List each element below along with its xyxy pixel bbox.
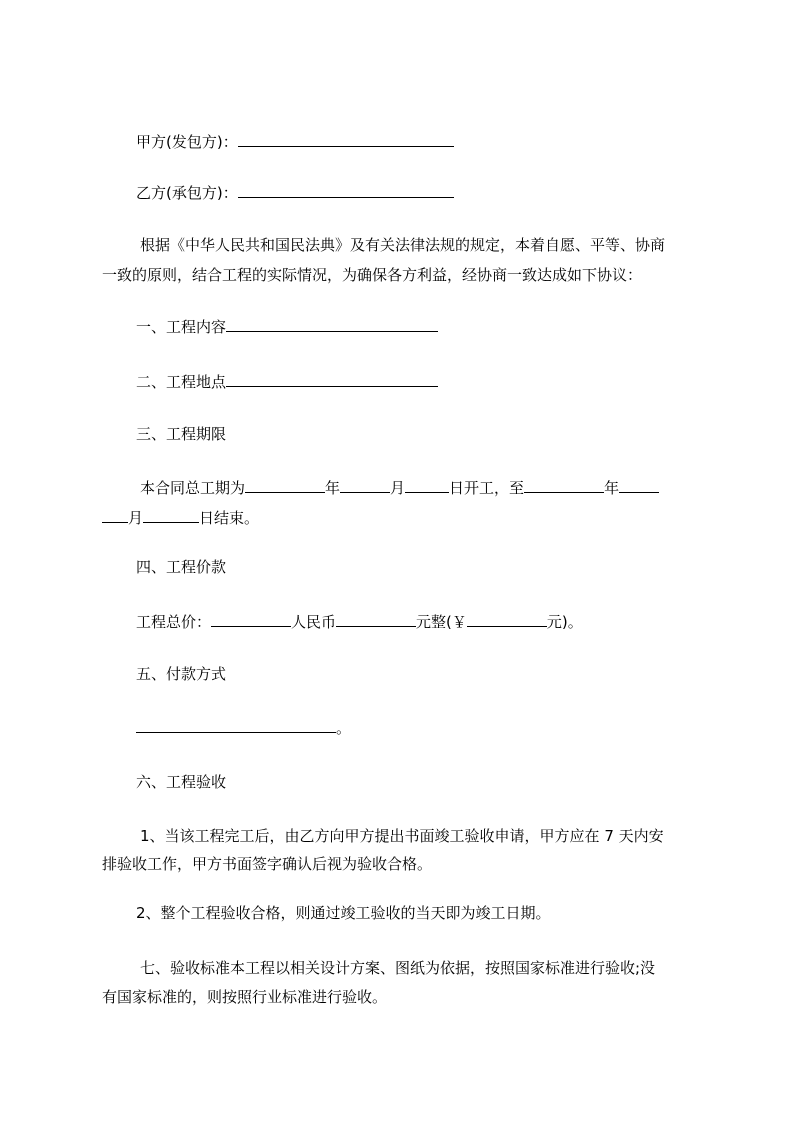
party-a-label: 甲方(发包方)：: [136, 133, 238, 151]
party-a-blank[interactable]: [238, 132, 454, 147]
year-label: 年: [325, 479, 341, 497]
end-month-blank-a[interactable]: [619, 478, 659, 493]
start-month-blank[interactable]: [340, 478, 390, 493]
section2-line: [136, 372, 438, 392]
end-month-blank-b[interactable]: [102, 508, 128, 523]
payment-method-blank[interactable]: [136, 718, 336, 733]
section3-period-line-1: [140, 478, 659, 498]
total-amount-blank[interactable]: [211, 612, 291, 627]
total-label: 工程总价：: [136, 613, 212, 631]
section4-price-line: [136, 612, 583, 632]
start-label: 日开工，至: [449, 479, 525, 497]
section5-title: 五、付款方式: [136, 665, 227, 683]
party-a-line: [136, 132, 454, 152]
end-day-blank[interactable]: [143, 508, 199, 523]
section6-item1-line2: 排验收工作，甲方书面签字确认后视为验收合格。: [102, 855, 433, 873]
section7-line1: 七、验收标准本工程以相关设计方案、图纸为依据，按照国家标准进行验收;没: [140, 959, 656, 977]
section5-line: [136, 718, 351, 738]
section3-period-line-2: [102, 508, 259, 528]
yuan-label: 元整(￥: [416, 613, 467, 631]
section1-title: 一、工程内容: [136, 318, 227, 336]
section1-line: [136, 317, 438, 337]
preamble-line-1: 根据《中华人民共和国民法典》及有关法律法规的规定，本着自愿、平等、协商: [140, 236, 666, 254]
party-b-line: [136, 183, 454, 203]
section7-line2: 有国家标准的，则按照行业标准进行验收。: [102, 988, 388, 1006]
preamble-line-2: 一致的原则，结合工程的实际情况，为确保各方利益，经协商一致达成如下协议：: [102, 266, 643, 284]
party-b-label: 乙方(承包方)：: [136, 184, 238, 202]
month-label: 月: [390, 479, 406, 497]
section2-title: 二、工程地点: [136, 373, 227, 391]
period-prefix: 本合同总工期为: [140, 479, 246, 497]
section2-blank[interactable]: [226, 372, 438, 387]
yuan-amount-blank[interactable]: [467, 612, 547, 627]
rmb-label: 人民币: [291, 613, 337, 631]
start-day-blank[interactable]: [405, 478, 449, 493]
month-label-2: 月: [128, 509, 144, 527]
section6-title: 六、工程验收: [136, 773, 227, 791]
section5-period: 。: [336, 719, 352, 737]
section3-title: 三、工程期限: [136, 425, 227, 443]
end-year-blank[interactable]: [524, 478, 604, 493]
section1-blank[interactable]: [226, 317, 438, 332]
end-label: 日结束。: [199, 509, 260, 527]
start-year-blank[interactable]: [245, 478, 325, 493]
section6-item1-line1: 1、当该工程完工后，由乙方向甲方提出书面竣工验收申请，甲方应在 7 天内安: [140, 827, 664, 845]
yuan-close-label: 元)。: [546, 613, 583, 631]
party-b-blank[interactable]: [238, 183, 454, 198]
year-label-2: 年: [604, 479, 620, 497]
section6-item2: 2、整个工程验收合格，则通过竣工验收的当天即为竣工日期。: [136, 904, 551, 922]
rmb-amount-blank[interactable]: [336, 612, 416, 627]
section4-title: 四、工程价款: [136, 558, 227, 576]
